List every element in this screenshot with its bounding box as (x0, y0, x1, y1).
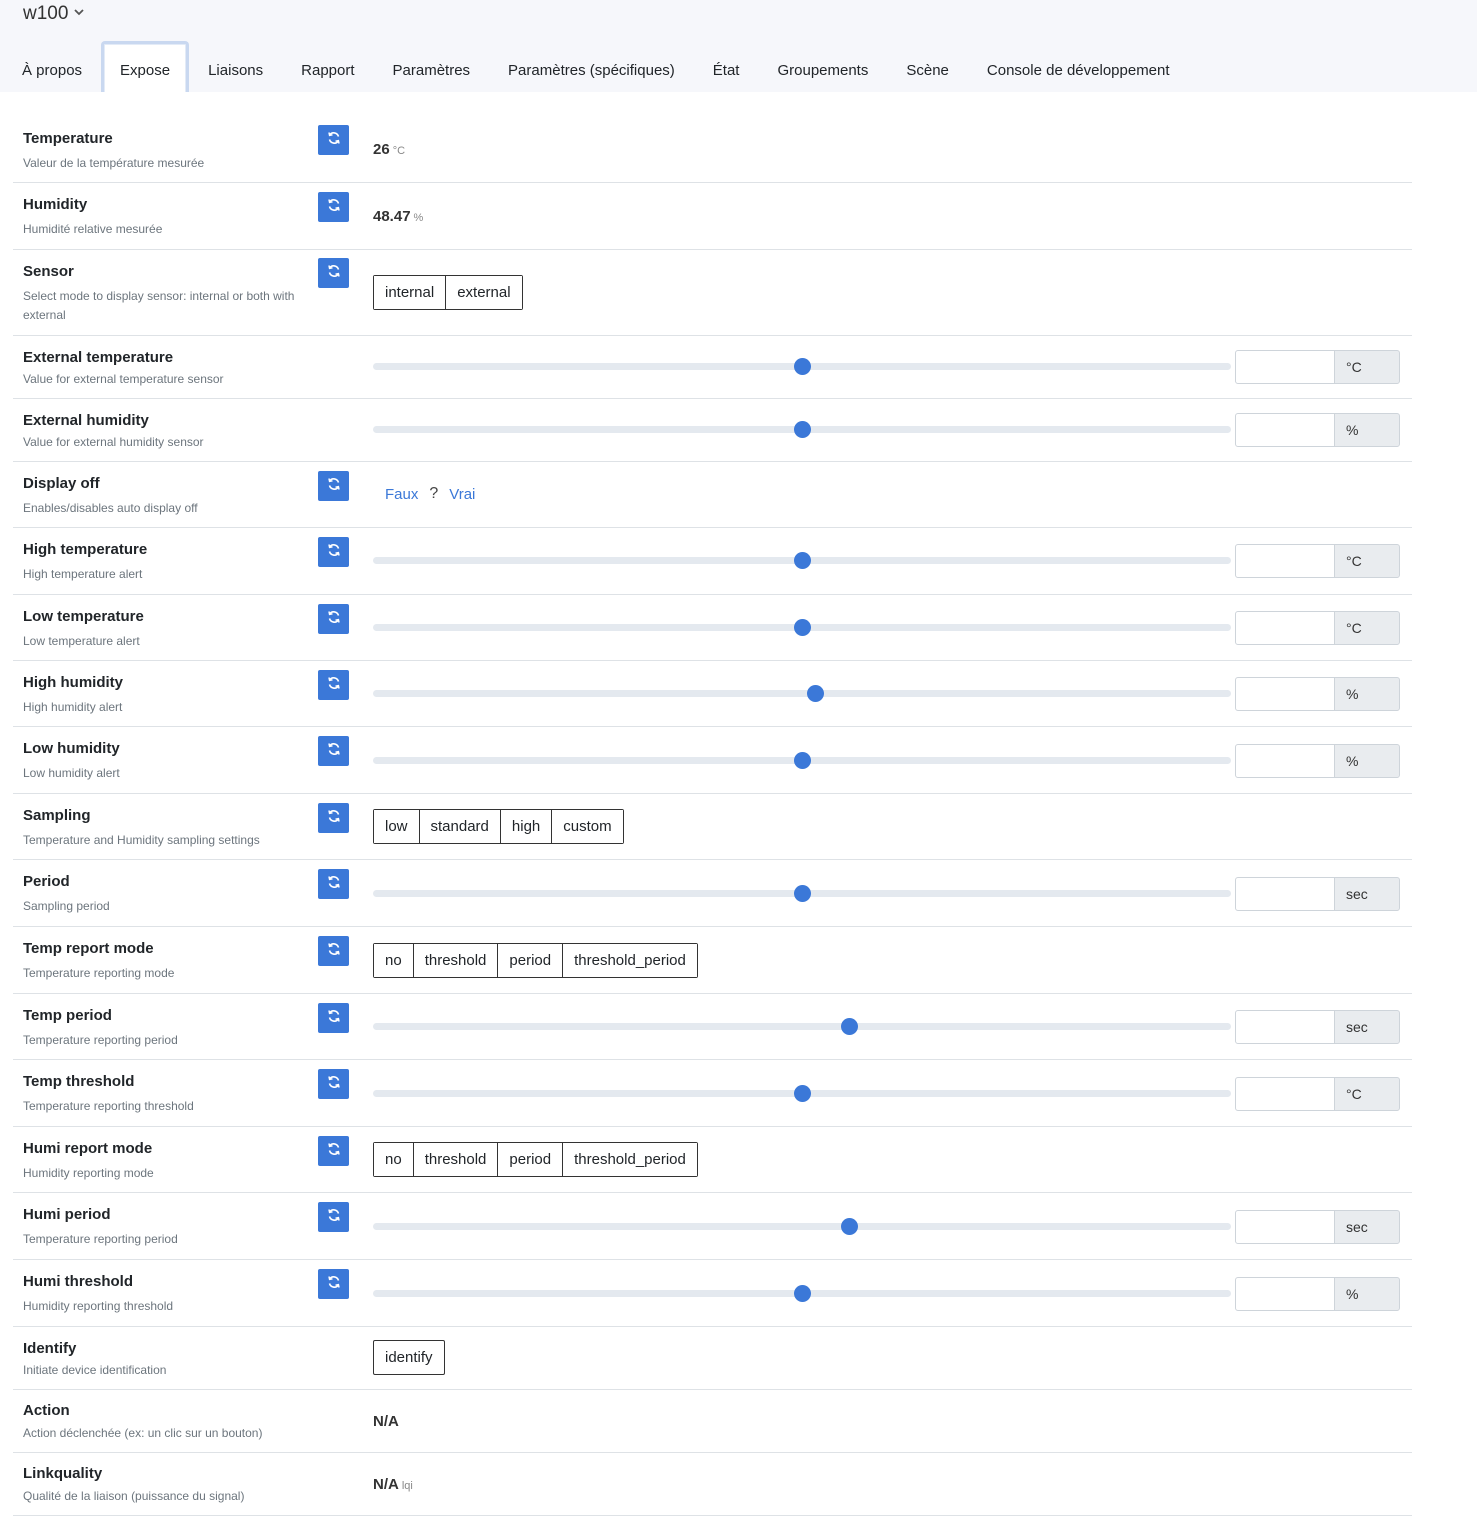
row-label: Identify (23, 1340, 77, 1357)
external-temperature-slider[interactable] (373, 363, 1231, 370)
expose-row-external-temperature (13, 336, 1412, 399)
row-description: Temperature reporting threshold (23, 1099, 194, 1113)
row-description: Low humidity alert (23, 766, 120, 780)
row-label: External temperature (23, 349, 174, 366)
device-name: w100 (23, 3, 69, 24)
expose-row-external-humidity (13, 399, 1412, 462)
row-label: Temp report mode (23, 940, 154, 957)
refresh-button[interactable] (318, 471, 349, 501)
tab-etat[interactable]: État (712, 62, 740, 79)
slider-thumb[interactable] (794, 885, 811, 902)
expose-row-humi-report-mode (13, 1127, 1412, 1193)
slider-thumb[interactable] (794, 619, 811, 636)
row-label: Humi period (23, 1206, 111, 1223)
tab-a-propos[interactable]: À propos (22, 62, 83, 79)
toggle-false-link[interactable]: Faux (385, 485, 419, 503)
toggle-unknown-state: ? (429, 485, 439, 502)
row-label: Temp threshold (23, 1073, 135, 1090)
unit-label: % (1334, 1277, 1400, 1311)
tab-rapport[interactable]: Rapport (301, 62, 355, 79)
row-label: Humi report mode (23, 1140, 153, 1157)
low-temperature-slider[interactable] (373, 624, 1231, 631)
refresh-button[interactable] (318, 1202, 349, 1232)
refresh-button[interactable] (318, 537, 349, 567)
humi-threshold-input[interactable] (1235, 1277, 1335, 1311)
slider-thumb[interactable] (807, 685, 824, 702)
chevron-down-icon (74, 7, 84, 19)
option-external[interactable]: external (446, 276, 521, 309)
refresh-icon (326, 197, 342, 218)
expose-row-temp-period (13, 994, 1412, 1060)
expose-row-high-humidity (13, 661, 1412, 727)
humi-threshold-slider[interactable] (373, 1290, 1231, 1297)
slider-thumb[interactable] (841, 1018, 858, 1035)
slider-thumb[interactable] (794, 421, 811, 438)
unit-label: sec (1334, 1210, 1400, 1244)
refresh-icon (326, 675, 342, 696)
high-temperature-input[interactable] (1235, 544, 1335, 578)
high-temperature-slider[interactable] (373, 557, 1231, 564)
row-label: High humidity (23, 674, 123, 691)
low-humidity-slider[interactable] (373, 757, 1231, 764)
refresh-icon (326, 1274, 342, 1295)
option-low[interactable]: low (374, 810, 420, 843)
unit-label: sec (1334, 1010, 1400, 1044)
external-humidity-slider[interactable] (373, 426, 1231, 433)
expose-row-low-humidity (13, 727, 1412, 794)
tab-console-developpement[interactable]: Console de développement (986, 62, 1170, 79)
linkquality-value: N/A lqi (373, 1476, 413, 1493)
low-humidity-input[interactable] (1235, 744, 1335, 778)
high-humidity-slider[interactable] (373, 690, 1231, 697)
option-threshold[interactable]: threshold (414, 944, 499, 977)
expose-row-humi-period (13, 1193, 1412, 1260)
refresh-button[interactable] (318, 1003, 349, 1033)
expose-row-linkquality (13, 1453, 1412, 1516)
refresh-icon (326, 808, 342, 829)
row-description: Qualité de la liaison (puissance du signal) (23, 1489, 245, 1503)
refresh-button[interactable] (318, 258, 349, 288)
row-label: Low humidity (23, 740, 120, 757)
expose-panel (3, 92, 1477, 1517)
tab-liaisons[interactable]: Liaisons (208, 62, 264, 79)
row-description: Sampling period (23, 899, 110, 913)
row-label: High temperature (23, 541, 148, 558)
humi-period-slider[interactable] (373, 1223, 1231, 1230)
tab-parametres-specifiques[interactable]: Paramètres (spécifiques) (508, 62, 675, 79)
refresh-button[interactable] (318, 803, 349, 833)
action-value: N/A (373, 1413, 399, 1430)
temp-threshold-slider[interactable] (373, 1090, 1231, 1097)
top-bar (0, 0, 1477, 92)
unit-label: % (1334, 744, 1400, 778)
slider-thumb[interactable] (841, 1218, 858, 1235)
row-description: Value for external temperature sensor (23, 372, 224, 386)
unit-label: °C (1334, 1077, 1400, 1111)
row-label: Sensor (23, 263, 74, 280)
refresh-icon (326, 263, 342, 284)
option-no[interactable]: no (374, 944, 414, 977)
humidity-value: 48.47 % (373, 208, 424, 225)
tab-parametres[interactable]: Paramètres (392, 62, 471, 79)
row-description: Temperature and Humidity sampling settings (23, 833, 260, 847)
row-description: Humidity reporting threshold (23, 1299, 174, 1313)
row-description: Temperature reporting period (23, 1033, 178, 1047)
refresh-button[interactable] (318, 736, 349, 766)
humi-period-input[interactable] (1235, 1210, 1335, 1244)
expose-row-low-temperature (13, 595, 1412, 661)
row-label: Humidity (23, 196, 88, 213)
unit-label: °C (1334, 350, 1400, 384)
tab-scene[interactable]: Scène (906, 62, 949, 79)
row-label: Sampling (23, 807, 91, 824)
expose-row-humidity (13, 183, 1412, 250)
row-description: Enables/disables auto display off (23, 501, 198, 515)
row-description: Humidité relative mesurée (23, 222, 163, 236)
slider-thumb[interactable] (794, 752, 811, 769)
row-label: Action (23, 1402, 70, 1419)
row-description: Action déclenchée (ex: un clic sur un bouton) (23, 1426, 263, 1440)
temp-period-slider[interactable] (373, 1023, 1231, 1030)
refresh-button[interactable] (318, 869, 349, 899)
tab-groupements[interactable]: Groupements (777, 62, 869, 79)
refresh-button[interactable] (318, 936, 349, 966)
expose-row-high-temperature (13, 528, 1412, 595)
row-description: Initiate device identification (23, 1363, 167, 1377)
row-label: Humi threshold (23, 1273, 134, 1290)
unit-label: °C (392, 145, 406, 157)
row-description: Low temperature alert (23, 634, 140, 648)
refresh-icon (326, 609, 342, 630)
high-humidity-input[interactable] (1235, 677, 1335, 711)
display-off-toggle (385, 485, 475, 503)
row-label: Display off (23, 475, 100, 492)
tab-expose[interactable]: Expose (101, 41, 189, 97)
expose-row-temp-report-mode (13, 927, 1412, 994)
expose-row-action (13, 1390, 1412, 1453)
unit-label: % (1334, 677, 1400, 711)
toggle-true-link[interactable]: Vrai (449, 485, 476, 503)
refresh-icon (326, 130, 342, 151)
refresh-icon (326, 741, 342, 762)
tab-bar (3, 41, 1189, 97)
option-internal[interactable]: internal (374, 276, 446, 309)
expose-row-humi-threshold (13, 1260, 1412, 1327)
row-label: Linkquality (23, 1465, 103, 1482)
refresh-icon (326, 476, 342, 497)
external-humidity-input[interactable] (1235, 413, 1335, 447)
option-period[interactable]: period (498, 1143, 563, 1176)
slider-thumb[interactable] (794, 552, 811, 569)
row-label: Temperature (23, 130, 113, 147)
temp-report-mode-options (373, 943, 698, 978)
identify-button[interactable]: identify (373, 1340, 445, 1375)
refresh-icon (326, 1141, 342, 1162)
row-description: Value for external humidity sensor (23, 435, 204, 449)
option-no[interactable]: no (374, 1143, 414, 1176)
expose-row-sampling (13, 794, 1412, 860)
row-label: Temp period (23, 1007, 112, 1024)
row-label: Low temperature (23, 608, 144, 625)
option-period[interactable]: period (498, 944, 563, 977)
refresh-button[interactable] (318, 125, 349, 155)
unit-label: sec (1334, 877, 1400, 911)
temp-period-input[interactable] (1235, 1010, 1335, 1044)
expose-row-period (13, 860, 1412, 927)
refresh-button[interactable] (318, 1269, 349, 1299)
temperature-value: 26 °C (373, 141, 406, 158)
expose-row-identify (13, 1327, 1412, 1390)
refresh-button[interactable] (318, 670, 349, 700)
unit-label: lqi (401, 1480, 413, 1492)
sensor-options (373, 275, 523, 310)
option-threshold-period[interactable]: threshold_period (563, 944, 697, 977)
row-label: External humidity (23, 412, 149, 429)
slider-thumb[interactable] (794, 358, 811, 375)
option-custom[interactable]: custom (552, 810, 622, 843)
refresh-button[interactable] (318, 604, 349, 634)
row-label: Period (23, 873, 70, 890)
refresh-icon (326, 1008, 342, 1029)
refresh-icon (326, 941, 342, 962)
expose-row-display-off (13, 462, 1412, 528)
expose-row-sensor (13, 250, 1412, 336)
unit-label: °C (1334, 611, 1400, 645)
option-high[interactable]: high (501, 810, 552, 843)
row-description: Valeur de la température mesurée (23, 156, 205, 170)
row-description: High temperature alert (23, 567, 143, 581)
refresh-button[interactable] (318, 1136, 349, 1166)
external-temperature-input[interactable] (1235, 350, 1335, 384)
refresh-button[interactable] (318, 192, 349, 222)
expose-row-temperature (13, 114, 1412, 183)
low-temperature-input[interactable] (1235, 611, 1335, 645)
option-threshold-period[interactable]: threshold_period (563, 1143, 697, 1176)
refresh-icon (326, 1207, 342, 1228)
row-description: Humidity reporting mode (23, 1166, 154, 1180)
expose-row-temp-threshold (13, 1060, 1412, 1127)
period-input[interactable] (1235, 877, 1335, 911)
row-description: High humidity alert (23, 700, 123, 714)
row-description: Select mode to display sensor: internal or both with external (23, 289, 295, 322)
sampling-options (373, 809, 624, 844)
slider-thumb[interactable] (794, 1285, 811, 1302)
refresh-icon (326, 874, 342, 895)
row-description: Temperature reporting mode (23, 966, 175, 980)
refresh-icon (326, 542, 342, 563)
refresh-button[interactable] (318, 1069, 349, 1099)
slider-thumb[interactable] (794, 1085, 811, 1102)
humi-report-mode-options (373, 1142, 698, 1177)
option-standard[interactable]: standard (420, 810, 501, 843)
unit-label: % (1334, 413, 1400, 447)
period-slider[interactable] (373, 890, 1231, 897)
temp-threshold-input[interactable] (1235, 1077, 1335, 1111)
device-selector[interactable] (23, 3, 84, 25)
unit-label: °C (1334, 544, 1400, 578)
unit-label: % (413, 212, 424, 224)
option-threshold[interactable]: threshold (414, 1143, 499, 1176)
row-description: Temperature reporting period (23, 1232, 178, 1246)
refresh-icon (326, 1074, 342, 1095)
